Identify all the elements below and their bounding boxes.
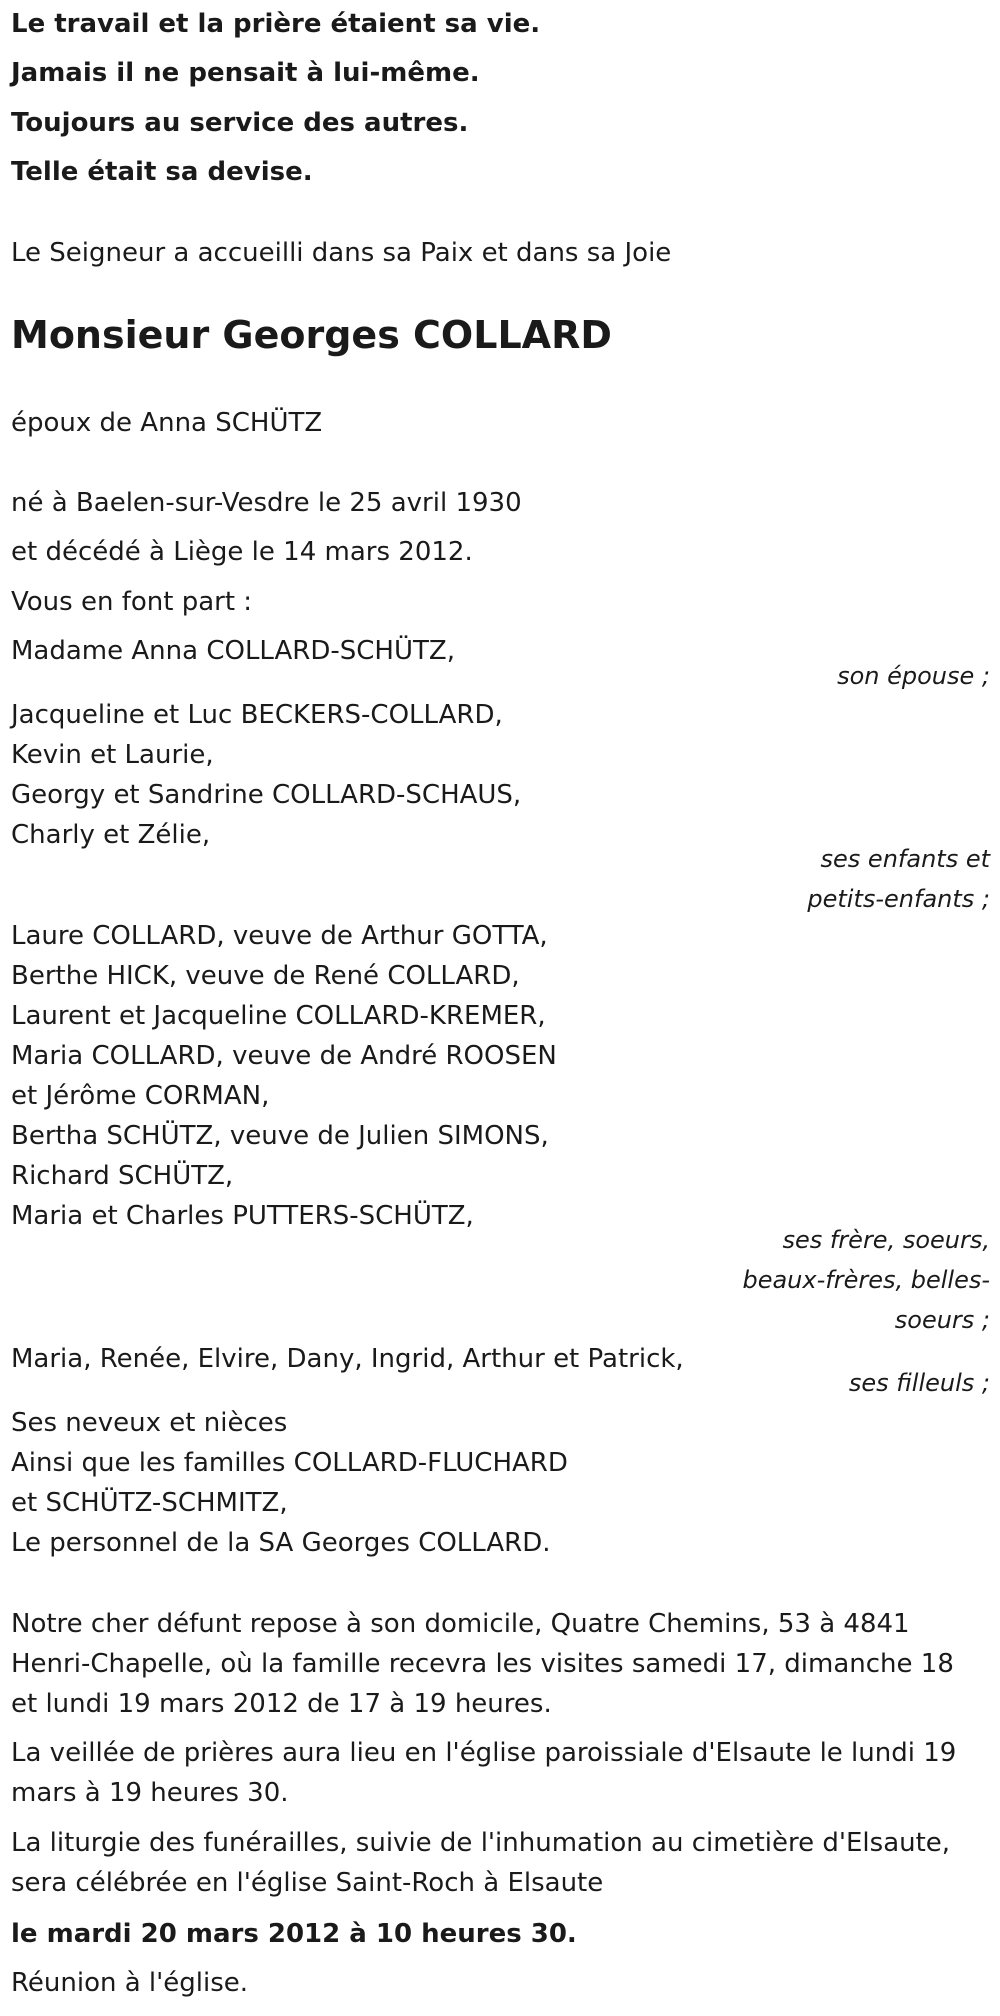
epigraph-line: Jamais il ne pensait à lui-même. — [11, 58, 480, 88]
family-name-line: Bertha SCHÜTZ, veuve de Julien SIMONS, — [11, 1121, 549, 1151]
relationship-label: beaux-frères, belles- — [742, 1266, 990, 1294]
relationship-label: son épouse ; — [837, 662, 990, 690]
others-line: Le personnel de la SA Georges COLLARD. — [11, 1528, 551, 1558]
others-line: Ainsi que les familles COLLARD-FLUCHARD — [11, 1448, 568, 1478]
family-name-line: Charly et Zélie, — [11, 820, 211, 850]
family-name-line: Laurent et Jacqueline COLLARD-KREMER, — [11, 1001, 546, 1031]
family-name-line: Richard SCHÜTZ, — [11, 1161, 234, 1191]
relationship-label: petits-enfants ; — [807, 885, 990, 913]
meeting-line: Réunion à l'église. — [11, 1968, 249, 1998]
deceased-name: Monsieur Georges COLLARD — [11, 313, 612, 357]
announce-line: Vous en font part : — [11, 587, 253, 617]
epigraph-line: Toujours au service des autres. — [11, 108, 469, 138]
family-name-line: Madame Anna COLLARD-SCHÜTZ, — [11, 636, 455, 666]
family-name-line: Jacqueline et Luc BECKERS-COLLARD, — [11, 700, 503, 730]
death-line: et décédé à Liège le 14 mars 2012. — [11, 537, 473, 567]
family-name-line: Laure COLLARD, veuve de Arthur GOTTA, — [11, 921, 548, 951]
epigraph-line: Telle était sa devise. — [11, 157, 313, 187]
relationship-label: ses frère, soeurs, — [782, 1226, 990, 1254]
family-name-line: Kevin et Laurie, — [11, 740, 214, 770]
others-line: Ses neveux et nièces — [11, 1408, 288, 1438]
epigraph-line: Le travail et la prière étaient sa vie. — [11, 9, 541, 39]
relationship-label: soeurs ; — [894, 1306, 990, 1334]
family-name-line: Maria et Charles PUTTERS-SCHÜTZ, — [11, 1201, 474, 1231]
relationship-label: ses enfants et — [820, 845, 990, 873]
funeral-date: le mardi 20 mars 2012 à 10 heures 30. — [11, 1919, 577, 1949]
family-name-line: Georgy et Sandrine COLLARD-SCHAUS, — [11, 780, 522, 810]
family-name-line: et Jérôme CORMAN, — [11, 1081, 270, 1111]
family-name-line: Maria, Renée, Elvire, Dany, Ingrid, Arthur et Patrick, — [11, 1344, 684, 1374]
visitation-paragraph: Notre cher défunt repose à son domicile, Quatre Chemins, 53 à 4841 Henri-Chapelle, où la famille recevra les visites samedi 17, dimanche 18 et lundi 19 mars 2012 de 17 à 19 heures. — [11, 1609, 954, 1719]
family-name-line: Maria COLLARD, veuve de André ROOSEN — [11, 1041, 557, 1071]
birth-line: né à Baelen-sur-Vesdre le 25 avril 1930 — [11, 488, 522, 518]
others-line: et SCHÜTZ-SCHMITZ, — [11, 1488, 288, 1518]
intro-text: Le Seigneur a accueilli dans sa Paix et dans sa Joie — [11, 238, 672, 268]
liturgy-paragraph: La liturgie des funérailles, suivie de l'inhumation au cimetière d'Elsaute, sera célébrée en l'église Saint-Roch à Elsaute — [11, 1828, 951, 1898]
vigil-paragraph: La veillée de prières aura lieu en l'église paroissiale d'Elsaute le lundi 19 mars à 19 heures 30. — [11, 1738, 957, 1808]
family-name-line: Berthe HICK, veuve de René COLLARD, — [11, 961, 520, 991]
relationship-label: ses filleuls ; — [848, 1369, 990, 1397]
spouse-line: époux de Anna SCHÜTZ — [11, 408, 323, 438]
